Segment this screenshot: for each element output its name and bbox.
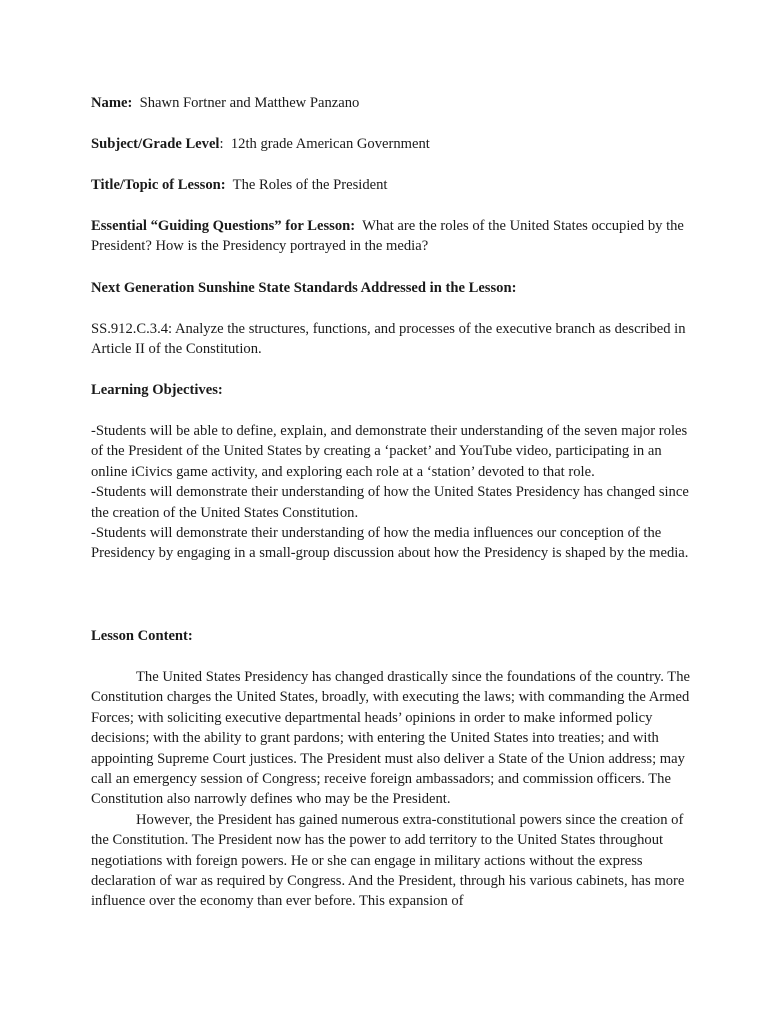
- title-topic-line: [91, 175, 691, 195]
- objective-item: -Students will demonstrate their understanding of how the media influences our conception of the Presidency by engaging in a small-group discussion about how the Presidency is shaped by the media.: [91, 525, 689, 562]
- subject-separator: :: [219, 136, 224, 152]
- objective-item: -Students will demonstrate their understanding of how the United States Presidency has changed since the creation of the United States Constitution.: [91, 484, 689, 521]
- subject-line: [91, 134, 691, 154]
- standards-text: SS.912.C.3.4: Analyze the structures, functions, and processes of the executive branch as described in Article II of the Constitution.: [91, 321, 686, 358]
- objective-item: -Students will be able to define, explain, and demonstrate their understanding of the seven major roles of the President of the United States by creating a ‘packet’ and YouTube video, participating in an online iCivics game activity, and exploring each role at a ‘station’ devoted to that role.: [91, 423, 688, 480]
- content-paragraph: However, the President has gained numerous extra-constitutional powers since the creation of the Constitution. The President now has the power to add territory to the United States throughout negotiations with foreign powers. He or she can engage in military actions without the express declaration of war as required by Congress. And the President, through his various cabinets, has more influence over the economy than ever before. This expansion of: [91, 811, 685, 910]
- name-value: Shawn Fortner and Matthew Panzano: [139, 95, 360, 111]
- objectives-heading: Learning Objectives:: [91, 382, 223, 398]
- guiding-label: Essential “Guiding Questions” for Lesson:: [91, 218, 356, 234]
- content-body: [91, 667, 691, 912]
- standards-heading: Next Generation Sunshine State Standards Addressed in the Lesson:: [91, 280, 517, 296]
- subject-value: 12th grade American Government: [230, 136, 430, 152]
- guiding-questions: [91, 216, 691, 257]
- guiding-value: What are the roles of the United States occupied by the President? How is the Presidency portrayed in the media?: [91, 218, 684, 255]
- name-label: Name:: [91, 95, 133, 111]
- title-topic-label: Title/Topic of Lesson:: [91, 177, 226, 193]
- objectives-list: [91, 421, 691, 564]
- title-topic-value: The Roles of the President: [232, 177, 388, 193]
- name-line: [91, 93, 691, 113]
- content-heading: Lesson Content:: [91, 628, 193, 644]
- subject-label: Subject/Grade Level: [91, 136, 220, 152]
- content-paragraph: The United States Presidency has changed drastically since the foundations of the country. The Constitution charges the United States, broadly, with executing the laws; with commanding the Armed Forces; with soliciting executive departmental heads’ opinions in order to make informed policy decisions; with the ability to grant pardons; with entering the United States into treaties; and with appointing Supreme Court justices. The President must also deliver a State of the Union address; may call an emergency session of Congress; receive foreign ambassadors; and commission officers. The Constitution also narrowly defines who may be the President.: [91, 669, 690, 808]
